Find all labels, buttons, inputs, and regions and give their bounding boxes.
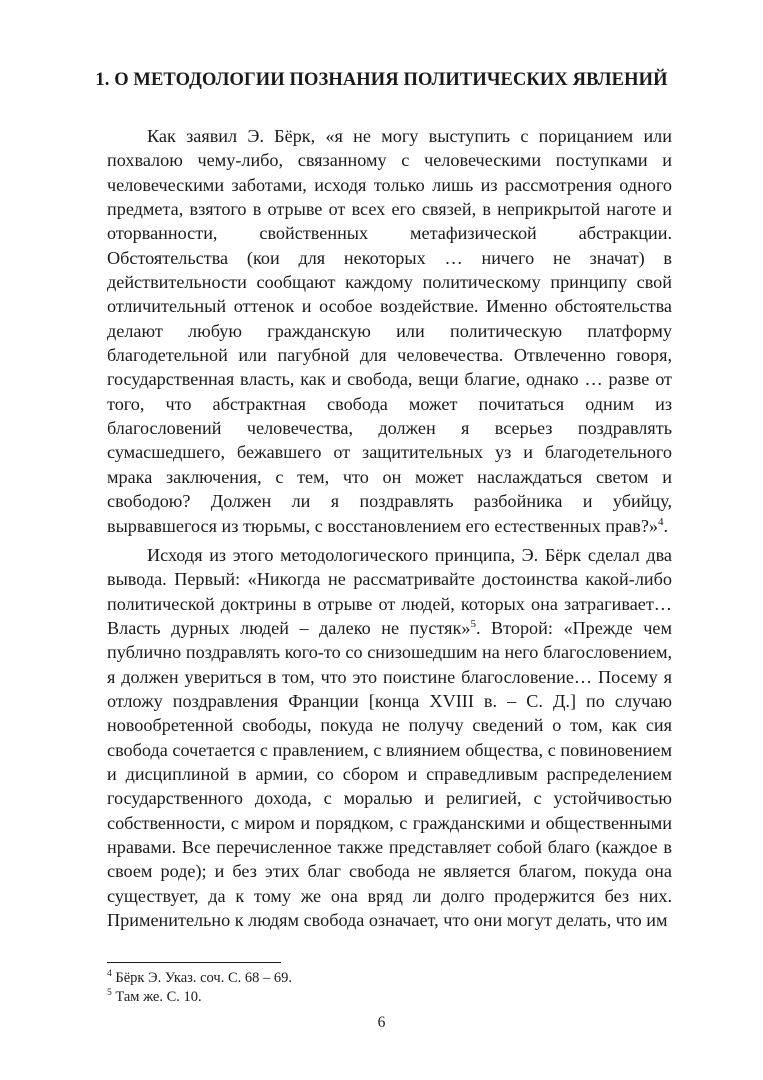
paragraph-tail: . [663,515,669,536]
footnote-number: 4 [107,969,112,980]
body-text [107,124,672,932]
footnote-ref[interactable]: 4 [658,515,664,528]
paragraph [107,543,672,933]
footnote-text: Бёрк Э. Указ. соч. С. 68 – 69. [111,970,293,986]
paragraph [107,124,672,538]
paragraph-tail: . Второй: «Прежде чем публично поздравлять кого-то со снизошедшим на него благословением, я должен увериться в том, что это поистине благословение… Посему я отложу поздравления Франции [конца XVIII в. – С. Д.] по случаю новообретенной свободы, покуда не получу сведений о том, как сия свобода сочетается с правлением, с влиянием общества, с повиновением и дисциплиной в армии, со сбором и справедливым распределением государственного дохода, с моралью и религией, с устойчивостью собственности, с миром и порядком, с гражданскими и общественными нравами. Все перечисленное также представляет собой благо (каждое в своем роде); и без этих благ свобода не является благом, покуда она существует, да к тому же она вряд ли долго продержится без них. Применительно к людям свобода означает, что они могут делать, что им [107,617,672,930]
page-title: 1. О МЕТОДОЛОГИИ ПОЗНАНИЯ ПОЛИТИЧЕСКИХ ЯВЛЕНИЙ [95,70,668,90]
paragraph-text: Исходя из этого методологического принципа, Э. Бёрк сделал два вывода. Первый: «Никогда не рассматривайте достоинства какой-либо политической доктрины в отрыве от людей, которых она затрагивает… Власть дурных людей – далеко не пустяк» [107,544,672,638]
page-number: 6 [377,1014,386,1031]
footnotes [107,969,667,1007]
footnote [107,988,667,1007]
footnote-number: 5 [107,988,112,999]
footnote-text: Там же. С. 10. [111,989,202,1005]
footnote-ref[interactable]: 5 [470,617,476,630]
footnote [107,969,667,988]
footnote-divider [107,962,281,963]
paragraph-text: Как заявил Э. Бёрк, «я не могу выступить с порицанием или похвалою чему-либо, связанному с человеческими поступками и человеческими заботами, исходя только лишь из рассмотрения одного предмета, взятого в отрыве от всех его связей, в неприкрытой наготе и оторванности, свойственных метафизической абстракции. Обстоятельства (кои для некоторых … ничего не значат) в действительности сообщают каждому политическому принципу свой отличительный оттенок и особое воздействие. Именно обстоятельства делают любую гражданскую или политическую платформу благодетельной или пагубной для человечества. Отвлеченно говоря, государственная власть, как и свобода, вещи благие, однако … разве от того, что абстрактная свобода может почитаться одним из благословений человечества, должен я всерьез поздравлять сумасшедшего, бежавшего от защитительных уз и благодетельного мрака заключения, с тем, что он может наслаждаться светом и свободою? Должен ли я поздравлять разбойника и убийцу, вырвавшегося из тюрьмы, с восстановлением его естественных прав?» [107,126,672,536]
